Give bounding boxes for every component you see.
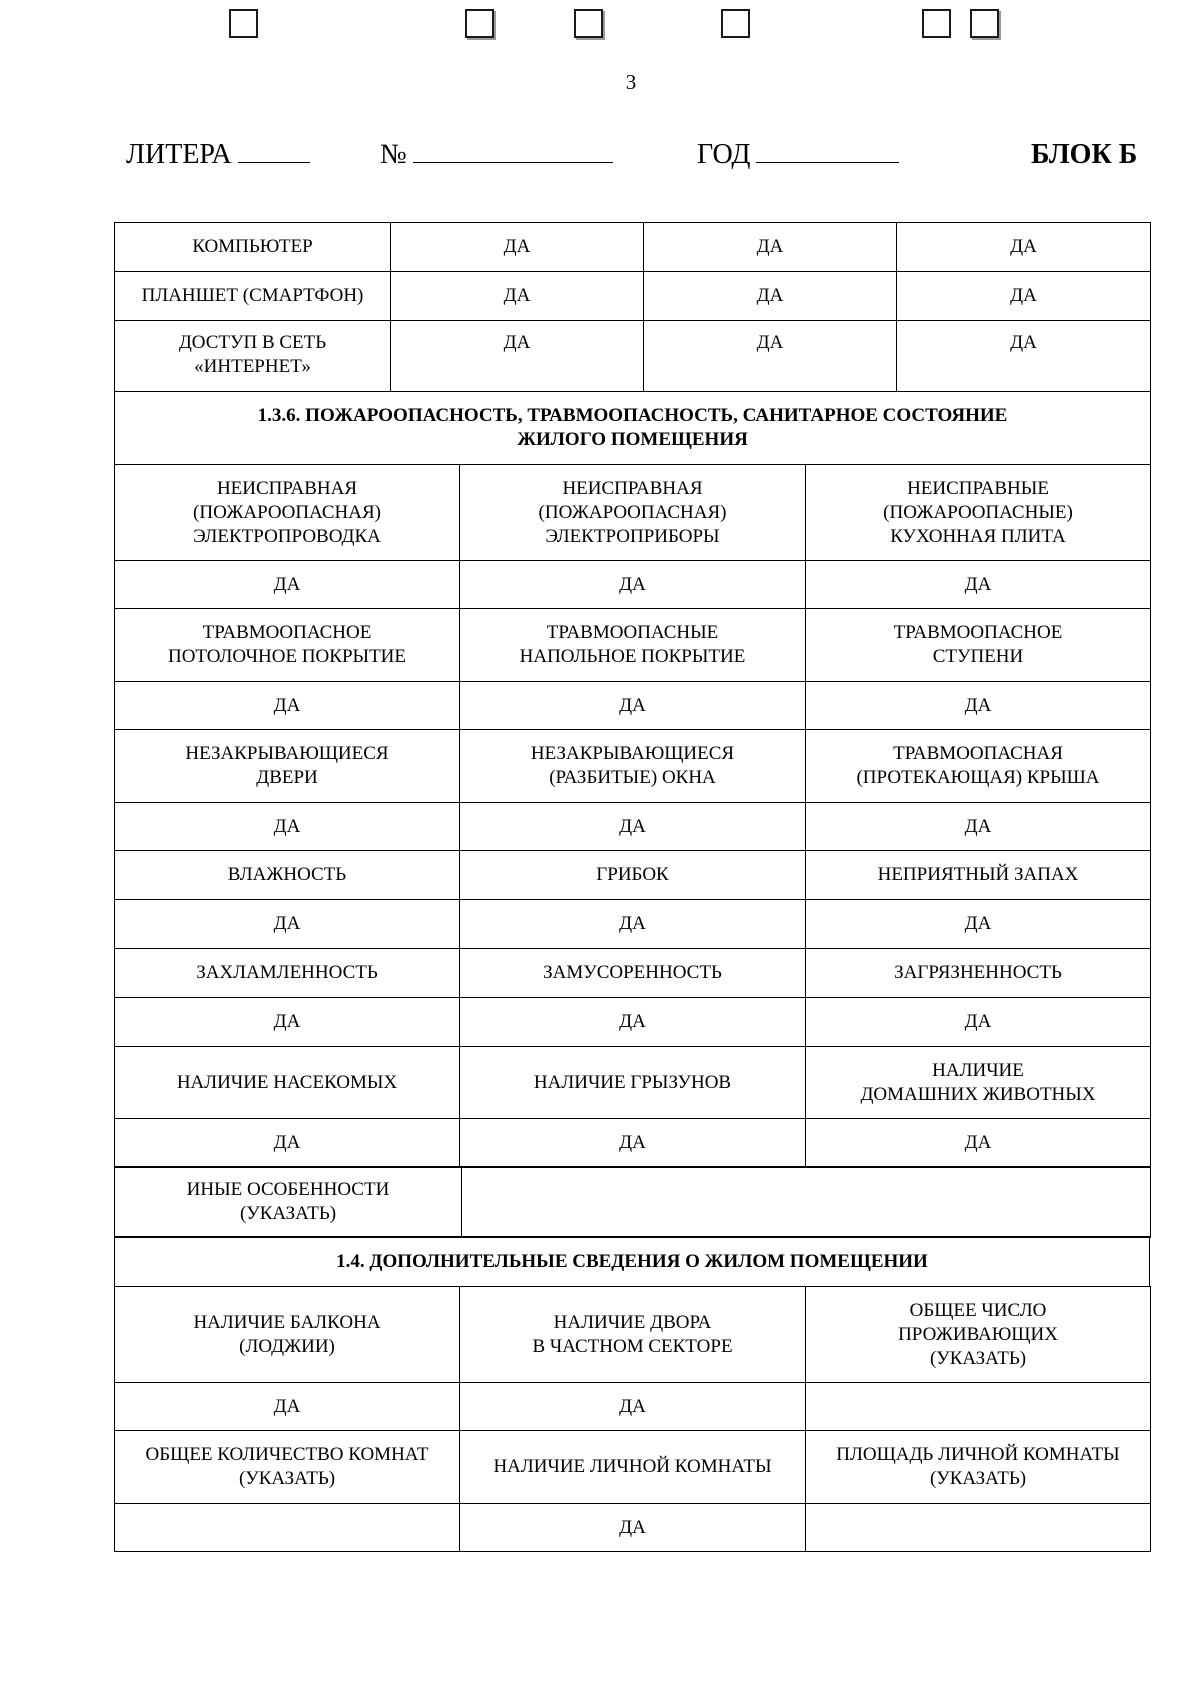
label-row: [115, 949, 1151, 998]
info-value[interactable]: [806, 1504, 1151, 1552]
block-label: БЛОК Б: [1031, 139, 1138, 170]
device-value[interactable]: ДА: [897, 223, 1151, 272]
number-input-line[interactable]: [413, 135, 613, 163]
hazard-value[interactable]: ДА: [806, 1119, 1151, 1168]
checkbox-4[interactable]: [721, 9, 750, 38]
hazard-label: ТРАВМООПАСНОЕ ПОТОЛОЧНОЕ ПОКРЫТИЕ: [115, 609, 460, 682]
hazard-label: ЗАМУСОРЕННОСТЬ: [460, 949, 806, 998]
hazard-label: НАЛИЧИЕ НАСЕКОМЫХ: [115, 1047, 460, 1119]
info-label: ОБЩЕЕ КОЛИЧЕСТВО КОМНАТ (УКАЗАТЬ): [115, 1431, 460, 1504]
value-row: [115, 1383, 1151, 1431]
hazard-label: ЗАХЛАМЛЕННОСТЬ: [115, 949, 460, 998]
hazard-value[interactable]: ДА: [115, 900, 460, 949]
device-label: КОМПЬЮТЕР: [115, 223, 391, 272]
info-value[interactable]: ДА: [460, 1504, 806, 1552]
device-label: ДОСТУП В СЕТЬ «ИНТЕРНЕТ»: [115, 321, 391, 392]
label-row: [115, 609, 1151, 682]
hazard-label: ТРАВМООПАСНАЯ (ПРОТЕКАЮЩАЯ) КРЫША: [806, 730, 1151, 803]
table-row: [115, 1167, 1151, 1238]
hazard-label: НЕИСПРАВНАЯ (ПОЖАРООПАСНАЯ) ЭЛЕКТРОПРОВОДКА: [115, 465, 460, 561]
number-label: №: [380, 139, 407, 170]
value-row: [115, 1504, 1151, 1552]
table-row: [115, 321, 1151, 392]
info-value[interactable]: [115, 1504, 460, 1552]
value-row: [115, 1119, 1151, 1168]
info-label: ОБЩЕЕ ЧИСЛО ПРОЖИВАЮЩИХ (УКАЗАТЬ): [806, 1287, 1151, 1383]
page-number: 3: [625, 70, 637, 94]
label-row: [115, 730, 1151, 803]
hazard-value[interactable]: ДА: [460, 998, 806, 1047]
value-row: [115, 803, 1151, 851]
hazard-label: НАЛИЧИЕ ГРЫЗУНОВ: [460, 1047, 806, 1119]
section-header-row: [115, 1237, 1150, 1287]
value-row: [115, 561, 1151, 609]
hazard-value[interactable]: ДА: [806, 900, 1151, 949]
hazard-value[interactable]: ДА: [460, 682, 806, 730]
table-row: [115, 272, 1151, 321]
hazard-value[interactable]: ДА: [806, 561, 1151, 609]
device-value[interactable]: ДА: [897, 272, 1151, 321]
table-row: [115, 223, 1151, 272]
device-value[interactable]: ДА: [644, 321, 897, 392]
hazard-label: ТРАВМООПАСНЫЕ НАПОЛЬНОЕ ПОКРЫТИЕ: [460, 609, 806, 682]
label-row: [115, 1047, 1151, 1119]
device-value[interactable]: ДА: [897, 321, 1151, 392]
hazard-label: НЕИСПРАВНЫЕ (ПОЖАРООПАСНЫЕ) КУХОННАЯ ПЛИТА: [806, 465, 1151, 561]
label-row: [115, 465, 1151, 561]
value-row: [115, 682, 1151, 730]
checkbox-6[interactable]: [970, 9, 999, 38]
year-label: ГОД: [697, 139, 751, 170]
device-value[interactable]: ДА: [644, 272, 897, 321]
label-row: [115, 1431, 1151, 1504]
hazard-label: НЕЗАКРЫВАЮЩИЕСЯ ДВЕРИ: [115, 730, 460, 803]
other-features-label: ИНЫЕ ОСОБЕННОСТИ (УКАЗАТЬ): [115, 1167, 462, 1238]
info-value[interactable]: ДА: [115, 1383, 460, 1431]
device-value[interactable]: ДА: [391, 223, 644, 272]
year-input-line[interactable]: [756, 135, 899, 163]
info-label: НАЛИЧИЕ ЛИЧНОЙ КОМНАТЫ: [460, 1431, 806, 1504]
device-value[interactable]: ДА: [391, 321, 644, 392]
year-field: [697, 135, 899, 175]
info-label: НАЛИЧИЕ БАЛКОНА (ЛОДЖИИ): [115, 1287, 460, 1383]
section-title: 1.3.6. ПОЖАРООПАСНОСТЬ, ТРАВМООПАСНОСТЬ, САНИТАРНОЕ СОСТОЯНИЕ ЖИЛОГО ПОМЕЩЕНИЯ: [115, 392, 1151, 465]
value-row: [115, 998, 1151, 1047]
hazard-label: ЗАГРЯЗНЕННОСТЬ: [806, 949, 1151, 998]
other-features-table: [114, 1166, 1151, 1238]
hazard-value[interactable]: ДА: [115, 561, 460, 609]
hazard-value[interactable]: ДА: [806, 682, 1151, 730]
other-features-input[interactable]: [462, 1167, 1151, 1238]
checkbox-3[interactable]: [574, 9, 603, 38]
hazards-table: [114, 391, 1151, 1168]
devices-table: [114, 222, 1151, 392]
hazard-value[interactable]: ДА: [806, 803, 1151, 851]
section-header-row: [115, 392, 1151, 465]
hazard-label: НЕЗАКРЫВАЮЩИЕСЯ (РАЗБИТЫЕ) ОКНА: [460, 730, 806, 803]
device-label: ПЛАНШЕТ (СМАРТФОН): [115, 272, 391, 321]
label-row: [115, 851, 1151, 900]
hazard-value[interactable]: ДА: [115, 803, 460, 851]
hazard-value[interactable]: ДА: [806, 998, 1151, 1047]
info-value[interactable]: [806, 1383, 1151, 1431]
hazard-value[interactable]: ДА: [460, 1119, 806, 1168]
hazard-value[interactable]: ДА: [460, 561, 806, 609]
value-row: [115, 900, 1151, 949]
hazard-label: ТРАВМООПАСНОЕ СТУПЕНИ: [806, 609, 1151, 682]
hazard-value[interactable]: ДА: [115, 682, 460, 730]
label-row: [115, 1287, 1151, 1383]
info-label: НАЛИЧИЕ ДВОРА В ЧАСТНОМ СЕКТОРЕ: [460, 1287, 806, 1383]
hazard-label: ГРИБОК: [460, 851, 806, 900]
litera-label: ЛИТЕРА: [126, 139, 232, 170]
hazard-value[interactable]: ДА: [460, 900, 806, 949]
form-header: [0, 135, 1200, 175]
checkbox-2[interactable]: [465, 9, 494, 38]
hazard-label: ВЛАЖНОСТЬ: [115, 851, 460, 900]
hazard-value[interactable]: ДА: [115, 1119, 460, 1168]
section-14-title-table: [114, 1236, 1150, 1287]
hazard-label: НЕИСПРАВНАЯ (ПОЖАРООПАСНАЯ) ЭЛЕКТРОПРИБОРЫ: [460, 465, 806, 561]
device-value[interactable]: ДА: [644, 223, 897, 272]
info-label: ПЛОЩАДЬ ЛИЧНОЙ КОМНАТЫ (УКАЗАТЬ): [806, 1431, 1151, 1504]
number-field: [380, 135, 613, 175]
device-value[interactable]: ДА: [391, 272, 644, 321]
section-title: 1.4. ДОПОЛНИТЕЛЬНЫЕ СВЕДЕНИЯ О ЖИЛОМ ПОМЕЩЕНИИ: [115, 1237, 1150, 1287]
additional-info-table: [114, 1286, 1151, 1552]
checkbox-1[interactable]: [229, 9, 258, 38]
hazard-value[interactable]: ДА: [115, 998, 460, 1047]
hazard-value[interactable]: ДА: [460, 803, 806, 851]
litera-input-line[interactable]: [238, 135, 310, 163]
hazard-label: НЕПРИЯТНЫЙ ЗАПАХ: [806, 851, 1151, 900]
hazard-label: НАЛИЧИЕ ДОМАШНИХ ЖИВОТНЫХ: [806, 1047, 1151, 1119]
litera-field: [126, 135, 310, 175]
info-value[interactable]: ДА: [460, 1383, 806, 1431]
checkbox-5[interactable]: [922, 9, 951, 38]
